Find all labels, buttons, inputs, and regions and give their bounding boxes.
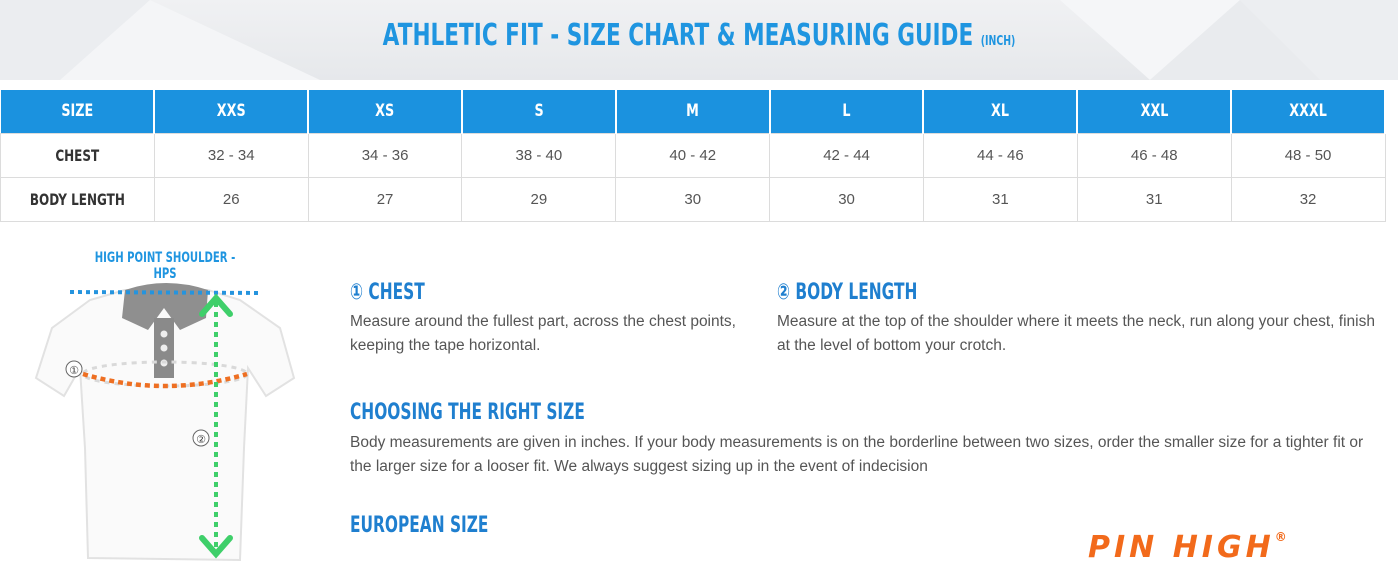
page-title-text: ATHLETIC FIT - SIZE CHART & MEASURING GUIDE <box>382 18 974 53</box>
row-label: BODY LENGTH <box>1 177 155 221</box>
registered-mark: ® <box>1274 530 1287 544</box>
polo-shirt-diagram <box>30 268 310 573</box>
table-cell: 32 <box>1231 177 1385 221</box>
brand-logo <box>1088 530 1287 565</box>
choosing-size-heading: CHOOSING THE RIGHT SIZE <box>350 400 585 425</box>
table-cell: 31 <box>1077 177 1231 221</box>
choosing-size-text: Body measurements are given in inches. If your body measurements is on the borderline between two sizes, order the smaller size for a tighter fit or the larger size for a looser fit. We always suggest sizing up in the event of indecision <box>350 434 1364 475</box>
table-cell: 38 - 40 <box>462 133 616 177</box>
table-cell: 34 - 36 <box>308 133 462 177</box>
marker-2: ② <box>196 433 206 446</box>
hps-label: HIGH POINT SHOULDER - HPS <box>94 250 236 282</box>
title-banner <box>0 0 1398 80</box>
size-chart-table <box>0 90 1386 222</box>
marker-1: ① <box>69 364 79 377</box>
column-header: L <box>770 90 924 133</box>
chest-heading: ① CHEST <box>350 280 425 305</box>
table-cell: 40 - 42 <box>616 133 770 177</box>
brand-name: PIN HIGH <box>1088 530 1275 565</box>
table-cell: 29 <box>462 177 616 221</box>
body-length-heading: ② BODY LENGTH <box>777 280 918 305</box>
table-cell: 30 <box>770 177 924 221</box>
table-cell: 30 <box>616 177 770 221</box>
table-cell: 27 <box>308 177 462 221</box>
table-cell: 32 - 34 <box>154 133 308 177</box>
column-header: XXL <box>1077 90 1231 133</box>
column-header: XL <box>923 90 1077 133</box>
table-row-body-length <box>1 177 1386 221</box>
table-cell: 31 <box>923 177 1077 221</box>
chest-instructions: Measure around the fullest part, across the chest points, keeping the tape horizontal. <box>350 313 736 354</box>
european-size-heading: EUROPEAN SIZE <box>350 513 489 538</box>
table-cell: 44 - 46 <box>923 133 1077 177</box>
column-header: XXS <box>154 90 308 133</box>
table-cell: 26 <box>154 177 308 221</box>
column-header: XS <box>308 90 462 133</box>
table-cell: 48 - 50 <box>1231 133 1385 177</box>
table-cell: 46 - 48 <box>1077 133 1231 177</box>
body-length-instructions: Measure at the top of the shoulder where it meets the neck, run along your chest, finish at the level of bottom your crotch. <box>777 313 1375 354</box>
page-title <box>196 18 1203 53</box>
row-label: CHEST <box>1 133 155 177</box>
column-header: SIZE <box>1 90 155 133</box>
column-header: M <box>616 90 770 133</box>
column-header: XXXL <box>1231 90 1385 133</box>
table-header-row <box>1 90 1386 133</box>
column-header: S <box>462 90 616 133</box>
table-row-chest <box>1 133 1386 177</box>
unit-label: (INCH) <box>980 34 1016 49</box>
table-cell: 42 - 44 <box>770 133 924 177</box>
